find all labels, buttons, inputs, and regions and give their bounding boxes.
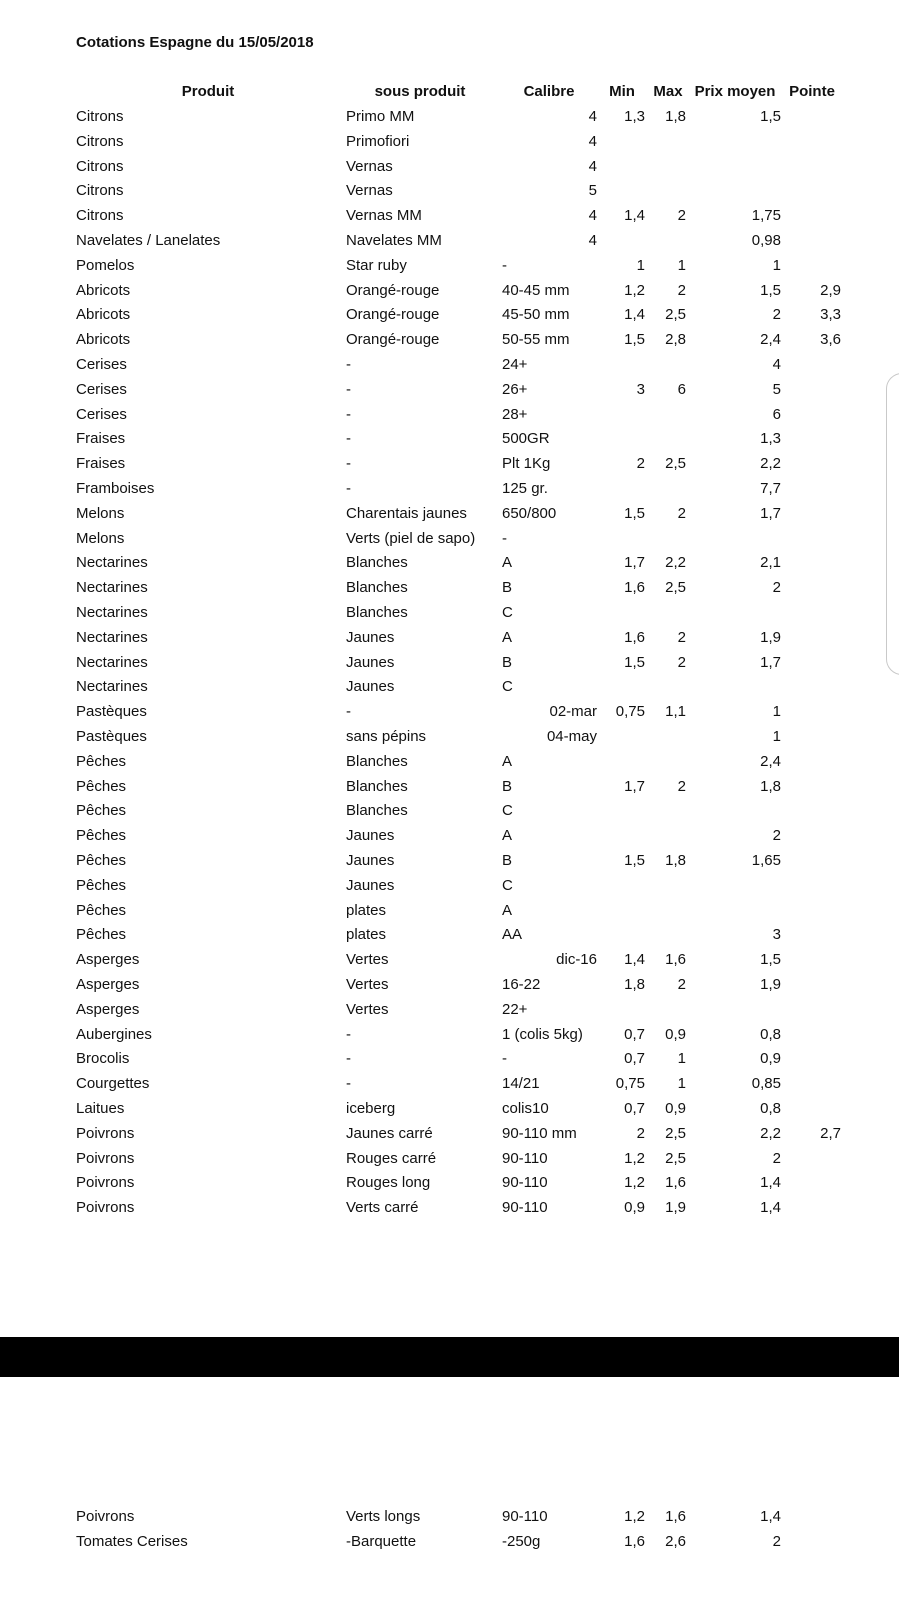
header-pointe: Pointe bbox=[789, 83, 835, 100]
cell-prix-moyen: 1,7 bbox=[760, 653, 781, 671]
cell-sous-produit: - bbox=[346, 480, 351, 497]
page-title: Cotations Espagne du 15/05/2018 bbox=[76, 34, 314, 51]
cell-calibre: - bbox=[502, 1050, 507, 1068]
cell-pointe: 3,6 bbox=[820, 331, 841, 349]
cell-min: 0,75 bbox=[615, 703, 645, 721]
cell-max: 2,5 bbox=[665, 579, 686, 597]
cell-min: 3 bbox=[636, 380, 645, 398]
cell-sous-produit: Jaunes bbox=[346, 678, 395, 696]
cell-sous-produit: Orangé-rouge bbox=[346, 281, 440, 299]
cell-calibre: - bbox=[502, 529, 507, 547]
cell-prix-moyen: 1,65 bbox=[751, 852, 781, 869]
cell-min: 1,5 bbox=[624, 331, 645, 349]
cell-pointe: 2,7 bbox=[820, 1124, 841, 1142]
header-prix-moyen: Prix moyen bbox=[694, 83, 776, 100]
cell-prix-moyen: 3 bbox=[772, 926, 781, 944]
table-row bbox=[0, 480, 899, 504]
cell-produit: Brocolis bbox=[76, 1050, 130, 1068]
cell-prix-moyen: 5 bbox=[772, 380, 781, 398]
table-row bbox=[0, 852, 899, 876]
cell-prix-moyen: 1,9 bbox=[760, 976, 781, 993]
cell-calibre: C bbox=[502, 876, 513, 894]
cell-min: 1,2 bbox=[624, 1508, 645, 1525]
cell-produit: Aubergines bbox=[76, 1025, 152, 1043]
cell-sous-produit: Vernas bbox=[346, 157, 393, 175]
header-calibre: Calibre bbox=[523, 83, 575, 100]
cell-produit: Pêches bbox=[76, 752, 127, 770]
table-row bbox=[0, 926, 899, 950]
cell-calibre: colis10 bbox=[502, 1100, 549, 1117]
cell-produit: Pêches bbox=[76, 827, 127, 845]
cell-calibre: 14/21 bbox=[502, 1075, 540, 1093]
cell-prix-moyen: 0,98 bbox=[751, 232, 781, 249]
cell-max: 1,1 bbox=[665, 703, 686, 721]
cell-min: 0,7 bbox=[624, 1050, 645, 1068]
cell-sous-produit: Vertes bbox=[346, 1000, 389, 1018]
cell-prix-moyen: 1 bbox=[772, 728, 781, 745]
cell-produit: Pêches bbox=[76, 926, 127, 944]
cell-prix-moyen: 2,2 bbox=[760, 1124, 781, 1142]
cell-prix-moyen: 2 bbox=[772, 1149, 781, 1167]
cell-produit: Asperges bbox=[76, 976, 140, 993]
table-row bbox=[0, 381, 899, 405]
table-row bbox=[0, 158, 899, 182]
cell-calibre-num: 04-may bbox=[546, 728, 597, 745]
cell-prix-moyen: 7,7 bbox=[760, 480, 781, 497]
cell-produit: Navelates / Lanelates bbox=[76, 232, 221, 249]
cell-sous-produit: Primo MM bbox=[346, 108, 415, 125]
cell-calibre: - bbox=[502, 256, 507, 274]
cell-min: 1,5 bbox=[624, 504, 645, 522]
cell-min: 1,5 bbox=[624, 653, 645, 671]
cell-sous-produit: Jaunes bbox=[346, 628, 395, 646]
table-row bbox=[0, 877, 899, 901]
cell-produit: Poivrons bbox=[76, 1174, 135, 1192]
cell-produit: Citrons bbox=[76, 157, 124, 175]
cell-prix-moyen: 0,85 bbox=[751, 1075, 781, 1093]
table-row bbox=[0, 1174, 899, 1198]
cell-produit: Pastèques bbox=[76, 703, 147, 721]
cell-sous-produit: Star ruby bbox=[346, 256, 407, 274]
cell-prix-moyen: 1,75 bbox=[751, 207, 781, 225]
cell-calibre-num: 5 bbox=[588, 182, 597, 200]
cell-max: 2 bbox=[677, 777, 686, 795]
cell-min: 0,9 bbox=[624, 1199, 645, 1217]
cell-calibre: C bbox=[502, 604, 513, 621]
cell-sous-produit: Blanches bbox=[346, 579, 408, 597]
cell-produit: Abricots bbox=[76, 331, 131, 349]
cell-calibre: A bbox=[502, 554, 513, 572]
cell-produit: Poivrons bbox=[76, 1149, 135, 1167]
header-sous-produit: sous produit bbox=[374, 83, 466, 100]
cell-calibre-num: 4 bbox=[588, 108, 597, 125]
cell-pointe: 3,3 bbox=[820, 306, 841, 324]
cell-min: 1,3 bbox=[624, 108, 645, 125]
table-row bbox=[0, 951, 899, 975]
cell-max: 0,9 bbox=[665, 1025, 686, 1043]
cell-prix-moyen: 1 bbox=[772, 703, 781, 721]
cell-calibre: C bbox=[502, 678, 513, 696]
cell-prix-moyen: 1,5 bbox=[760, 281, 781, 299]
cell-produit: Pêches bbox=[76, 876, 127, 894]
cell-prix-moyen: 0,8 bbox=[760, 1025, 781, 1043]
cell-calibre-num: dic-16 bbox=[556, 951, 597, 969]
cell-prix-moyen: 1,4 bbox=[760, 1508, 781, 1525]
cell-produit: Poivrons bbox=[76, 1124, 135, 1142]
table-row bbox=[0, 579, 899, 603]
cell-produit: Tomates Cerises bbox=[76, 1532, 188, 1550]
cell-sous-produit: - bbox=[346, 1025, 351, 1043]
cell-calibre: -250g bbox=[502, 1532, 541, 1550]
cell-produit: Courgettes bbox=[76, 1075, 150, 1093]
table-row bbox=[0, 604, 899, 628]
cell-sous-produit: Jaunes carré bbox=[346, 1124, 433, 1142]
black-band bbox=[0, 1337, 899, 1377]
cell-sous-produit: Vertes bbox=[346, 951, 389, 969]
cell-produit: Nectarines bbox=[76, 554, 148, 572]
cell-produit: Pêches bbox=[76, 852, 127, 869]
table-row bbox=[0, 654, 899, 678]
cell-sous-produit: iceberg bbox=[346, 1100, 396, 1117]
cell-max: 1 bbox=[677, 1050, 686, 1068]
table-row bbox=[0, 1150, 899, 1174]
cell-prix-moyen: 2,4 bbox=[760, 331, 781, 349]
cell-max: 2,2 bbox=[665, 554, 686, 572]
table-row bbox=[0, 331, 899, 355]
table-row bbox=[0, 282, 899, 306]
cell-sous-produit: Jaunes bbox=[346, 852, 395, 869]
cell-min: 1,5 bbox=[624, 852, 645, 869]
cell-calibre: 1 (colis 5kg) bbox=[502, 1025, 583, 1043]
cell-produit: Citrons bbox=[76, 132, 124, 150]
cell-min: 1,6 bbox=[624, 579, 645, 597]
cell-calibre-num: 4 bbox=[588, 157, 597, 175]
cell-sous-produit: Verts longs bbox=[346, 1508, 421, 1525]
cell-produit: Laitues bbox=[76, 1100, 125, 1117]
cell-sous-produit: sans pépins bbox=[346, 728, 427, 745]
cell-sous-produit: Vernas bbox=[346, 182, 393, 200]
cell-calibre: 24+ bbox=[502, 356, 528, 373]
cell-sous-produit: Primofiori bbox=[346, 132, 410, 150]
cell-sous-produit: Jaunes bbox=[346, 653, 395, 671]
header-produit: Produit bbox=[181, 83, 235, 100]
table-row bbox=[0, 728, 899, 752]
cell-max: 2,5 bbox=[665, 455, 686, 473]
header-min: Min bbox=[609, 83, 635, 100]
cell-sous-produit: Blanches bbox=[346, 752, 408, 770]
cell-calibre: A bbox=[502, 827, 513, 845]
cell-prix-moyen: 1,5 bbox=[760, 108, 781, 125]
cell-calibre: C bbox=[502, 802, 513, 820]
cell-sous-produit: Rouges carré bbox=[346, 1149, 437, 1167]
cell-max: 1,6 bbox=[665, 1508, 686, 1525]
cell-min: 2 bbox=[636, 455, 645, 473]
cell-produit: Poivrons bbox=[76, 1199, 135, 1217]
cell-sous-produit: Verts (piel de sapo) bbox=[346, 529, 476, 547]
table-row bbox=[0, 306, 899, 330]
cell-calibre: 90-110 bbox=[502, 1199, 548, 1217]
table-row bbox=[0, 430, 899, 454]
table-row bbox=[0, 554, 899, 578]
cell-max: 2 bbox=[677, 504, 686, 522]
table-row bbox=[0, 207, 899, 231]
cell-prix-moyen: 2 bbox=[772, 827, 781, 845]
cell-calibre: A bbox=[502, 752, 513, 770]
cell-prix-moyen: 4 bbox=[772, 356, 781, 373]
cell-max: 1,9 bbox=[665, 1199, 686, 1217]
table-row bbox=[0, 505, 899, 529]
cell-min: 1,2 bbox=[624, 1149, 645, 1167]
cell-produit: Pastèques bbox=[76, 728, 147, 745]
table-row bbox=[0, 1125, 899, 1149]
cell-produit: Framboises bbox=[76, 480, 155, 497]
table-row bbox=[0, 703, 899, 727]
cell-calibre: 45-50 mm bbox=[502, 306, 570, 324]
cell-calibre: 90-110 bbox=[502, 1508, 548, 1525]
cell-max: 2,5 bbox=[665, 306, 686, 324]
cell-prix-moyen: 2,1 bbox=[760, 554, 781, 572]
cell-min: 1,4 bbox=[624, 951, 645, 969]
cell-calibre: 90-110 bbox=[502, 1174, 548, 1192]
cell-sous-produit: Blanches bbox=[346, 802, 408, 820]
table-row bbox=[0, 976, 899, 1000]
cell-prix-moyen: 2 bbox=[772, 579, 781, 597]
cell-sous-produit: Jaunes bbox=[346, 827, 395, 845]
cell-produit: Pêches bbox=[76, 777, 127, 795]
table-row bbox=[0, 1100, 899, 1124]
cell-min: 1,8 bbox=[624, 976, 645, 993]
table-row bbox=[0, 133, 899, 157]
cell-min: 1,4 bbox=[624, 306, 645, 324]
cell-max: 2,5 bbox=[665, 1124, 686, 1142]
cell-max: 1,6 bbox=[665, 1174, 686, 1192]
table-row bbox=[0, 902, 899, 926]
table-row bbox=[0, 1508, 899, 1532]
cell-min: 1,7 bbox=[624, 777, 645, 795]
cell-sous-produit: Jaunes bbox=[346, 876, 395, 894]
cell-sous-produit: Orangé-rouge bbox=[346, 331, 440, 349]
cell-calibre-num: 4 bbox=[588, 132, 597, 150]
cell-sous-produit: -Barquette bbox=[346, 1532, 417, 1550]
cell-calibre: 125 gr. bbox=[502, 480, 548, 497]
cell-produit: Citrons bbox=[76, 207, 124, 225]
cell-calibre: 28+ bbox=[502, 405, 528, 423]
cell-prix-moyen: 0,9 bbox=[760, 1050, 781, 1068]
cell-calibre: 90-110 bbox=[502, 1149, 548, 1167]
table-row bbox=[0, 232, 899, 256]
scroll-handle[interactable] bbox=[886, 373, 899, 675]
cell-produit: Pomelos bbox=[76, 256, 135, 274]
cell-produit: Asperges bbox=[76, 1000, 140, 1018]
cell-max: 1,8 bbox=[665, 852, 686, 869]
cell-produit: Fraises bbox=[76, 430, 126, 448]
cell-sous-produit: Rouges long bbox=[346, 1174, 431, 1192]
cell-max: 6 bbox=[677, 380, 686, 398]
cell-max: 1 bbox=[677, 1075, 686, 1093]
cell-calibre-num: 4 bbox=[588, 232, 597, 249]
cell-produit: Cerises bbox=[76, 405, 127, 423]
cell-max: 2 bbox=[677, 653, 686, 671]
table-row bbox=[0, 1050, 899, 1074]
table-row bbox=[0, 182, 899, 206]
table-row bbox=[0, 629, 899, 653]
cell-calibre-num: 02-mar bbox=[549, 703, 597, 721]
cell-prix-moyen: 2,2 bbox=[760, 455, 781, 473]
cell-sous-produit: Vernas MM bbox=[346, 207, 422, 225]
cell-max: 2,5 bbox=[665, 1149, 686, 1167]
table-row bbox=[0, 678, 899, 702]
cell-calibre: A bbox=[502, 901, 513, 919]
cell-calibre: B bbox=[502, 653, 513, 671]
cell-min: 1,6 bbox=[624, 628, 645, 646]
cell-pointe: 2,9 bbox=[820, 281, 841, 299]
cell-sous-produit: Vertes bbox=[346, 976, 389, 993]
cell-produit: Asperges bbox=[76, 951, 140, 969]
cell-sous-produit: Blanches bbox=[346, 777, 408, 795]
cell-calibre: A bbox=[502, 628, 513, 646]
cell-produit: Poivrons bbox=[76, 1508, 135, 1525]
cell-calibre: B bbox=[502, 777, 513, 795]
cell-max: 0,9 bbox=[665, 1100, 686, 1117]
cell-produit: Citrons bbox=[76, 108, 124, 125]
cell-calibre: 26+ bbox=[502, 380, 528, 398]
cell-max: 2 bbox=[677, 976, 686, 993]
cell-sous-produit: Verts carré bbox=[346, 1199, 419, 1217]
table-row bbox=[0, 1533, 899, 1557]
table-row bbox=[0, 455, 899, 479]
table-row bbox=[0, 802, 899, 826]
cell-calibre: 50-55 mm bbox=[502, 331, 570, 349]
cell-max: 2 bbox=[677, 628, 686, 646]
cell-calibre: B bbox=[502, 852, 513, 869]
cell-sous-produit: - bbox=[346, 430, 351, 448]
cell-prix-moyen: 1,3 bbox=[760, 430, 781, 448]
cell-sous-produit: Blanches bbox=[346, 554, 408, 572]
cell-sous-produit: plates bbox=[346, 926, 387, 944]
cell-calibre: 22+ bbox=[502, 1000, 528, 1018]
cell-sous-produit: - bbox=[346, 1050, 351, 1068]
cell-produit: Nectarines bbox=[76, 579, 148, 597]
cell-sous-produit: - bbox=[346, 380, 351, 398]
cell-produit: Melons bbox=[76, 504, 125, 522]
cell-calibre: 90-110 mm bbox=[502, 1124, 577, 1142]
cell-calibre: 650/800 bbox=[502, 504, 557, 522]
header-max: Max bbox=[653, 83, 683, 100]
cell-min: 1,2 bbox=[624, 281, 645, 299]
cell-max: 2,8 bbox=[665, 331, 686, 349]
cell-sous-produit: Charentais jaunes bbox=[346, 504, 467, 522]
cell-calibre: Plt 1Kg bbox=[502, 455, 551, 473]
cell-sous-produit: plates bbox=[346, 901, 387, 919]
cell-min: 1,7 bbox=[624, 554, 645, 572]
cell-calibre: 500GR bbox=[502, 430, 550, 448]
cell-min: 0,75 bbox=[615, 1075, 645, 1093]
cell-sous-produit: Navelates MM bbox=[346, 232, 442, 249]
table-row bbox=[0, 406, 899, 430]
cell-prix-moyen: 6 bbox=[772, 405, 781, 423]
cell-sous-produit: Blanches bbox=[346, 604, 408, 621]
table-row bbox=[0, 827, 899, 851]
cell-prix-moyen: 2,4 bbox=[760, 752, 781, 770]
cell-prix-moyen: 1,7 bbox=[760, 504, 781, 522]
cell-min: 1,4 bbox=[624, 207, 645, 225]
table-row bbox=[0, 1026, 899, 1050]
table-row bbox=[0, 1199, 899, 1223]
cell-produit: Abricots bbox=[76, 281, 131, 299]
cell-max: 1,8 bbox=[665, 108, 686, 125]
cell-calibre: 16-22 bbox=[502, 976, 541, 993]
cell-produit: Abricots bbox=[76, 306, 131, 324]
cell-sous-produit: - bbox=[346, 356, 351, 373]
cell-min: 0,7 bbox=[624, 1025, 645, 1043]
cell-produit: Pêches bbox=[76, 901, 127, 919]
cell-sous-produit: Orangé-rouge bbox=[346, 306, 440, 324]
cell-min: 1,2 bbox=[624, 1174, 645, 1192]
cell-prix-moyen: 1,8 bbox=[760, 777, 781, 795]
cell-min: 0,7 bbox=[624, 1100, 645, 1117]
table-row bbox=[0, 1075, 899, 1099]
cell-produit: Fraises bbox=[76, 455, 126, 473]
table-row bbox=[0, 108, 899, 132]
cell-max: 2,6 bbox=[665, 1532, 686, 1550]
cell-min: 2 bbox=[636, 1124, 645, 1142]
cell-prix-moyen: 2 bbox=[772, 306, 781, 324]
cell-sous-produit: - bbox=[346, 455, 351, 473]
table-row bbox=[0, 753, 899, 777]
cell-produit: Pêches bbox=[76, 802, 127, 820]
cell-produit: Melons bbox=[76, 529, 125, 547]
cell-calibre: B bbox=[502, 579, 513, 597]
cell-max: 1,6 bbox=[665, 951, 686, 969]
cell-min: 1 bbox=[636, 256, 645, 274]
cell-sous-produit: - bbox=[346, 405, 351, 423]
cell-prix-moyen: 1,9 bbox=[760, 628, 781, 646]
table-row bbox=[0, 530, 899, 554]
cell-prix-moyen: 1,5 bbox=[760, 951, 781, 969]
cell-calibre-num: 4 bbox=[588, 207, 597, 225]
cell-produit: Cerises bbox=[76, 356, 127, 373]
cell-prix-moyen: 1,4 bbox=[760, 1199, 781, 1217]
cell-min: 1,6 bbox=[624, 1532, 645, 1550]
cell-max: 2 bbox=[677, 281, 686, 299]
cell-produit: Nectarines bbox=[76, 653, 148, 671]
cell-sous-produit: - bbox=[346, 1075, 351, 1093]
cell-max: 2 bbox=[677, 207, 686, 225]
cell-prix-moyen: 1,4 bbox=[760, 1174, 781, 1192]
cell-sous-produit: - bbox=[346, 703, 351, 721]
cell-produit: Nectarines bbox=[76, 604, 148, 621]
cell-prix-moyen: 0,8 bbox=[760, 1100, 781, 1117]
cell-prix-moyen: 1 bbox=[772, 256, 781, 274]
cell-calibre: 40-45 mm bbox=[502, 281, 570, 299]
cell-calibre: AA bbox=[502, 926, 523, 944]
cell-produit: Cerises bbox=[76, 380, 127, 398]
cell-max: 1 bbox=[677, 256, 686, 274]
table-row bbox=[0, 1001, 899, 1025]
cell-produit: Nectarines bbox=[76, 678, 148, 696]
table-row bbox=[0, 356, 899, 380]
table-row bbox=[0, 778, 899, 802]
cell-produit: Nectarines bbox=[76, 628, 148, 646]
table-row bbox=[0, 257, 899, 281]
cell-produit: Citrons bbox=[76, 182, 124, 200]
cell-prix-moyen: 2 bbox=[772, 1532, 781, 1550]
